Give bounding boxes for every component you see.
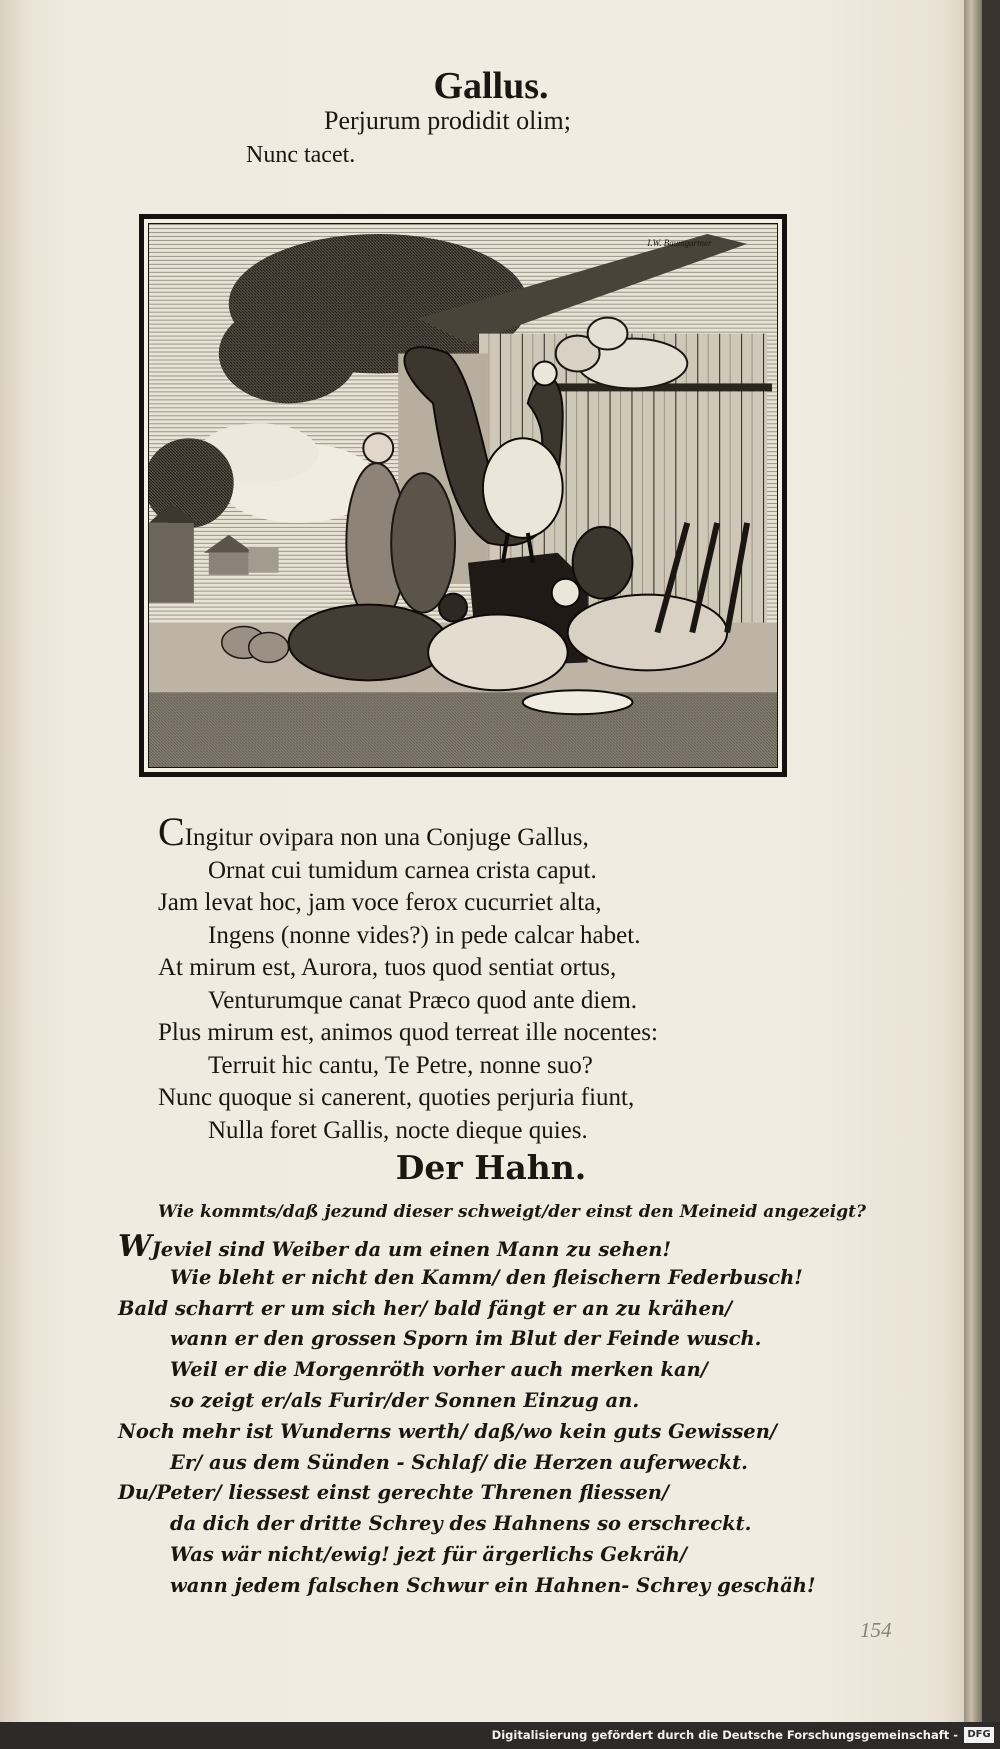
- german-poem-line-1: [118, 1229, 816, 1264]
- book-spine-edge: [964, 0, 982, 1722]
- latin-poem-line-3: Jam levat hoc, jam voce ferox cucurriet alta,: [158, 889, 602, 916]
- german-poem-line-10: da dich der dritte Schrey des Hahnens so erschreckt.: [170, 1512, 752, 1536]
- latin-motto-line-1: Perjurum prodidit olim;: [324, 106, 571, 135]
- german-poem-line-2: Wie bleht er nicht den Kamm/ den fleischern Federbusch!: [170, 1265, 803, 1289]
- latin-poem-line-10: Nulla foret Gallis, nocte dieque quies.: [208, 1116, 588, 1144]
- german-poem: [118, 1229, 816, 1602]
- latin-poem: [158, 809, 658, 1147]
- latin-poem-line-5: At mirum est, Aurora, tuos quod sentiat ortus,: [158, 954, 617, 981]
- latin-drop-cap: C: [158, 809, 185, 854]
- german-poem-line-5: Weil er die Morgenröth vorher auch merken kan/: [170, 1358, 708, 1382]
- german-poem-line-12: wann jedem falschen Schwur ein Hahnen- Schrey geschäh!: [170, 1573, 816, 1597]
- footer-credit: Digitalisierung gefördert durch die Deutsche Forschungsgemeinschaft -: [491, 1728, 958, 1742]
- engraving-illustration: [139, 214, 787, 777]
- latin-poem-line-6: Venturumque canat Præco quod ante diem.: [208, 986, 638, 1014]
- page-title: Gallus.: [433, 65, 549, 107]
- dfg-logo: DFG: [964, 1727, 994, 1743]
- german-poem-title: Der Hahn.: [395, 1148, 587, 1187]
- german-poem-line-7: Noch mehr ist Wunderns werth/ daß/wo kein guts Gewissen/: [118, 1419, 778, 1443]
- page-number: 154: [860, 1618, 892, 1642]
- german-motto: Wie kommts/daß jezund dieser schweigt/der einst den Meineid angezeigt?: [158, 1202, 866, 1222]
- german-poem-line-4: wann er den grossen Sporn im Blut der Feinde wusch.: [170, 1327, 762, 1351]
- german-poem-line-3: Bald scharrt er um sich her/ bald fängt er an zu krähen/: [118, 1296, 733, 1320]
- latin-poem-line-2: Ornat cui tumidum carnea crista caput.: [208, 856, 597, 884]
- latin-poem-line-9: Nunc quoque si canerent, quoties perjuria fiunt,: [158, 1084, 635, 1111]
- latin-poem-line-4: Ingens (nonne vides?) in pede calcar habet.: [208, 921, 641, 949]
- engraver-signature: I.W. Baumgartner: [647, 237, 712, 248]
- rooster-and-hens-engraving: [149, 224, 777, 767]
- footer-bar: [0, 1722, 1000, 1749]
- latin-motto-line-2: Nunc tacet.: [246, 142, 356, 168]
- german-poem-line-9: Du/Peter/ liessest einst gerechte Threnen fliessen/: [118, 1481, 670, 1505]
- latin-poem-line-7: Plus mirum est, animos quod terreat ille nocentes:: [158, 1019, 658, 1046]
- german-poem-line-11: Was wär nicht/ewig! jezt für ärgerlichs Gekräh/: [170, 1542, 688, 1566]
- german-poem-line-8: Er/ aus dem Sünden - Schlaf/ die Herzen auferweckt.: [170, 1450, 748, 1474]
- german-poem-line-6: so zeigt er/als Furir/der Sonnen Einzug an.: [170, 1388, 640, 1412]
- latin-line-text: Ingitur ovipara non una Conjuge Gallus,: [184, 824, 589, 851]
- latin-poem-line-8: Terruit hic cantu, Te Petre, nonne suo?: [208, 1051, 593, 1079]
- german-line-text: Jeviel sind Weiber da um einen Mann zu sehen!: [151, 1238, 672, 1261]
- german-drop-cap: W: [118, 1229, 152, 1264]
- latin-poem-line-1: [158, 809, 658, 855]
